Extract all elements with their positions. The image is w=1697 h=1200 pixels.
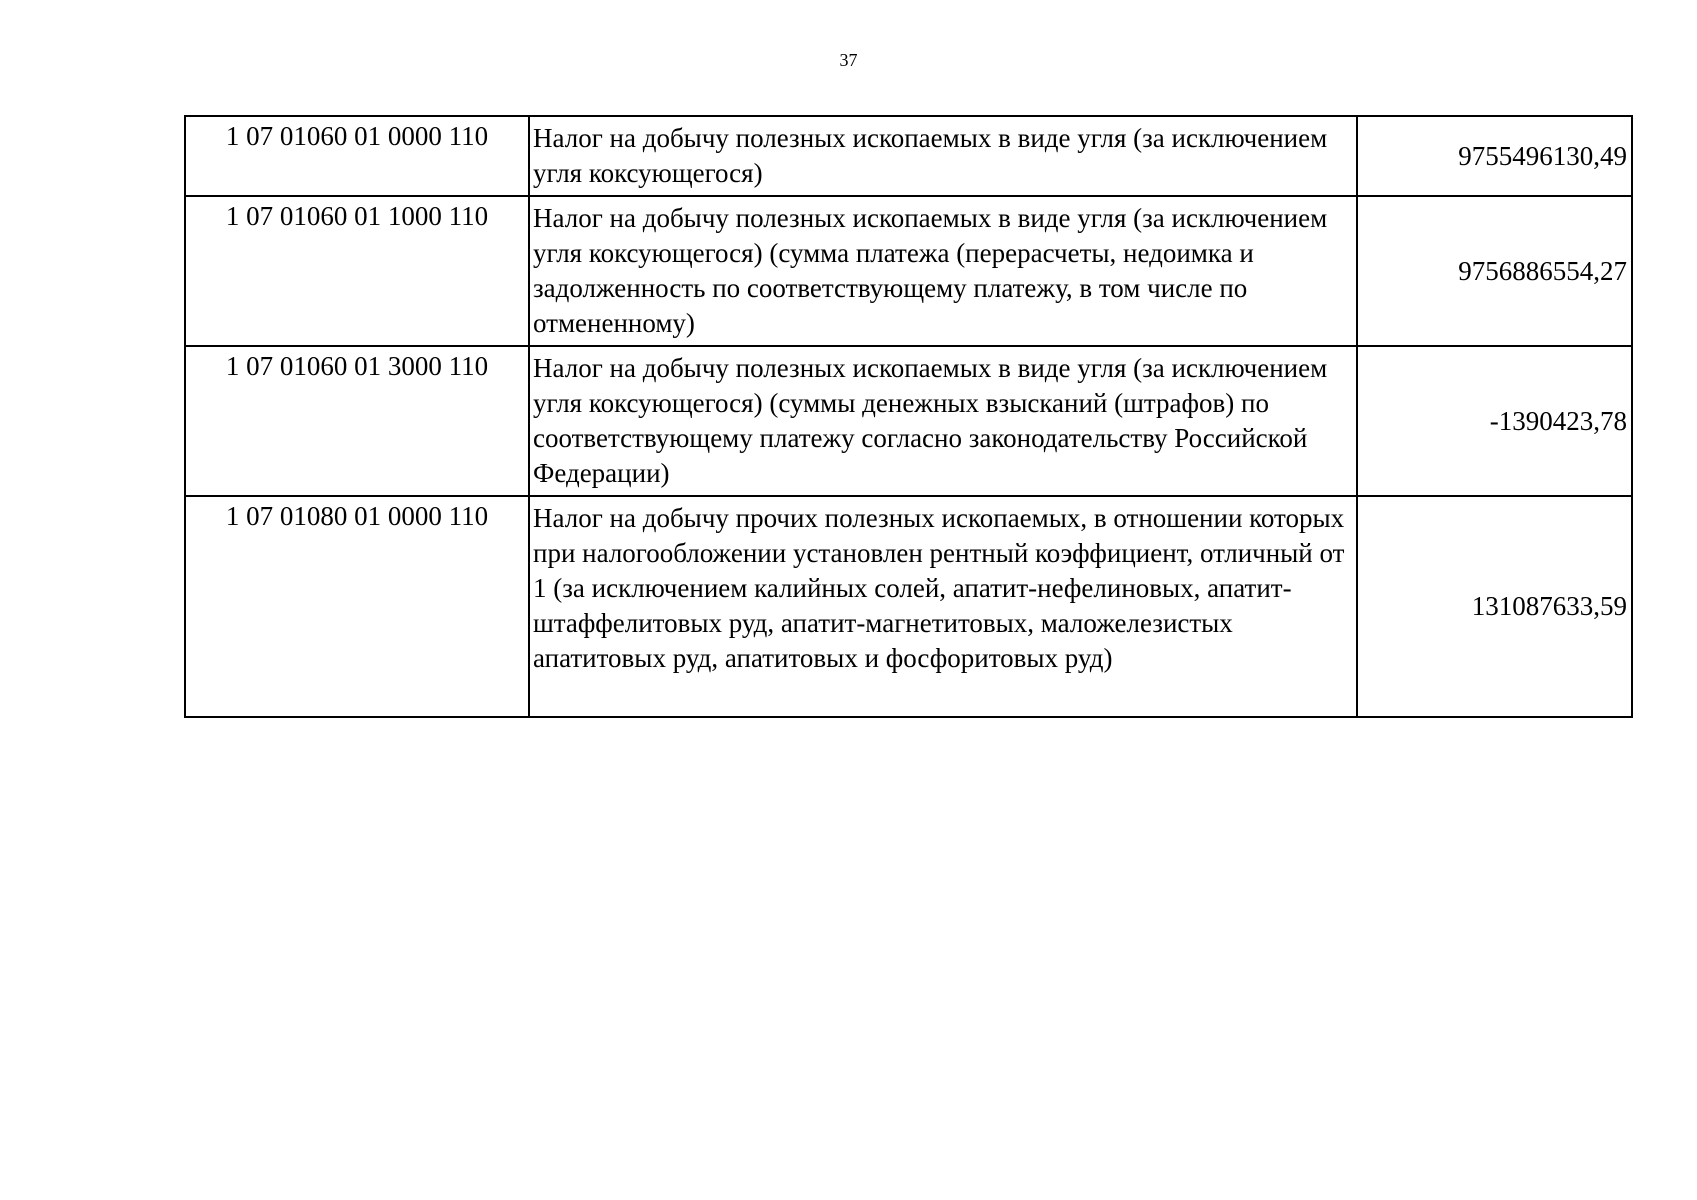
amount-cell: 131087633,59 [1357,496,1632,717]
classification-code-cell: 1 07 01060 01 0000 110 [185,116,529,196]
amount-cell: 9756886554,27 [1357,196,1632,346]
page-number: 37 [839,50,858,70]
budget-revenue-table [184,115,1633,718]
revenue-name-cell: Налог на добычу полезных ископаемых в виде угля (за исключением угля коксующегося) [529,116,1357,196]
table-row [185,346,1632,496]
revenue-name-cell: Налог на добычу прочих полезных ископаемых, в отношении которых при налогообложении установлен рентный коэффициент, отличный от 1 (за исключением калийных солей, апатит-нефелиновых, апатит-штаффелитовых руд, апатит-магнетитовых, маложелезистых апатитовых руд, апатитовых и фосфоритовых руд) [529,496,1357,717]
classification-code-cell: 1 07 01060 01 3000 110 [185,346,529,496]
classification-code-cell: 1 07 01060 01 1000 110 [185,196,529,346]
revenue-name-cell: Налог на добычу полезных ископаемых в виде угля (за исключением угля коксующегося) (сумма платежа (перерасчеты, недоимка и задолженность по соответствующему платежу, в том числе по отмененному) [529,196,1357,346]
table-row [185,196,1632,346]
classification-code-cell: 1 07 01080 01 0000 110 [185,496,529,717]
table-row [185,496,1632,717]
amount-cell: -1390423,78 [1357,346,1632,496]
table-row [185,116,1632,196]
revenue-name-cell: Налог на добычу полезных ископаемых в виде угля (за исключением угля коксующегося) (суммы денежных взысканий (штрафов) по соответствующему платежу согласно законодательству Российской Федерации) [529,346,1357,496]
amount-cell: 9755496130,49 [1357,116,1632,196]
